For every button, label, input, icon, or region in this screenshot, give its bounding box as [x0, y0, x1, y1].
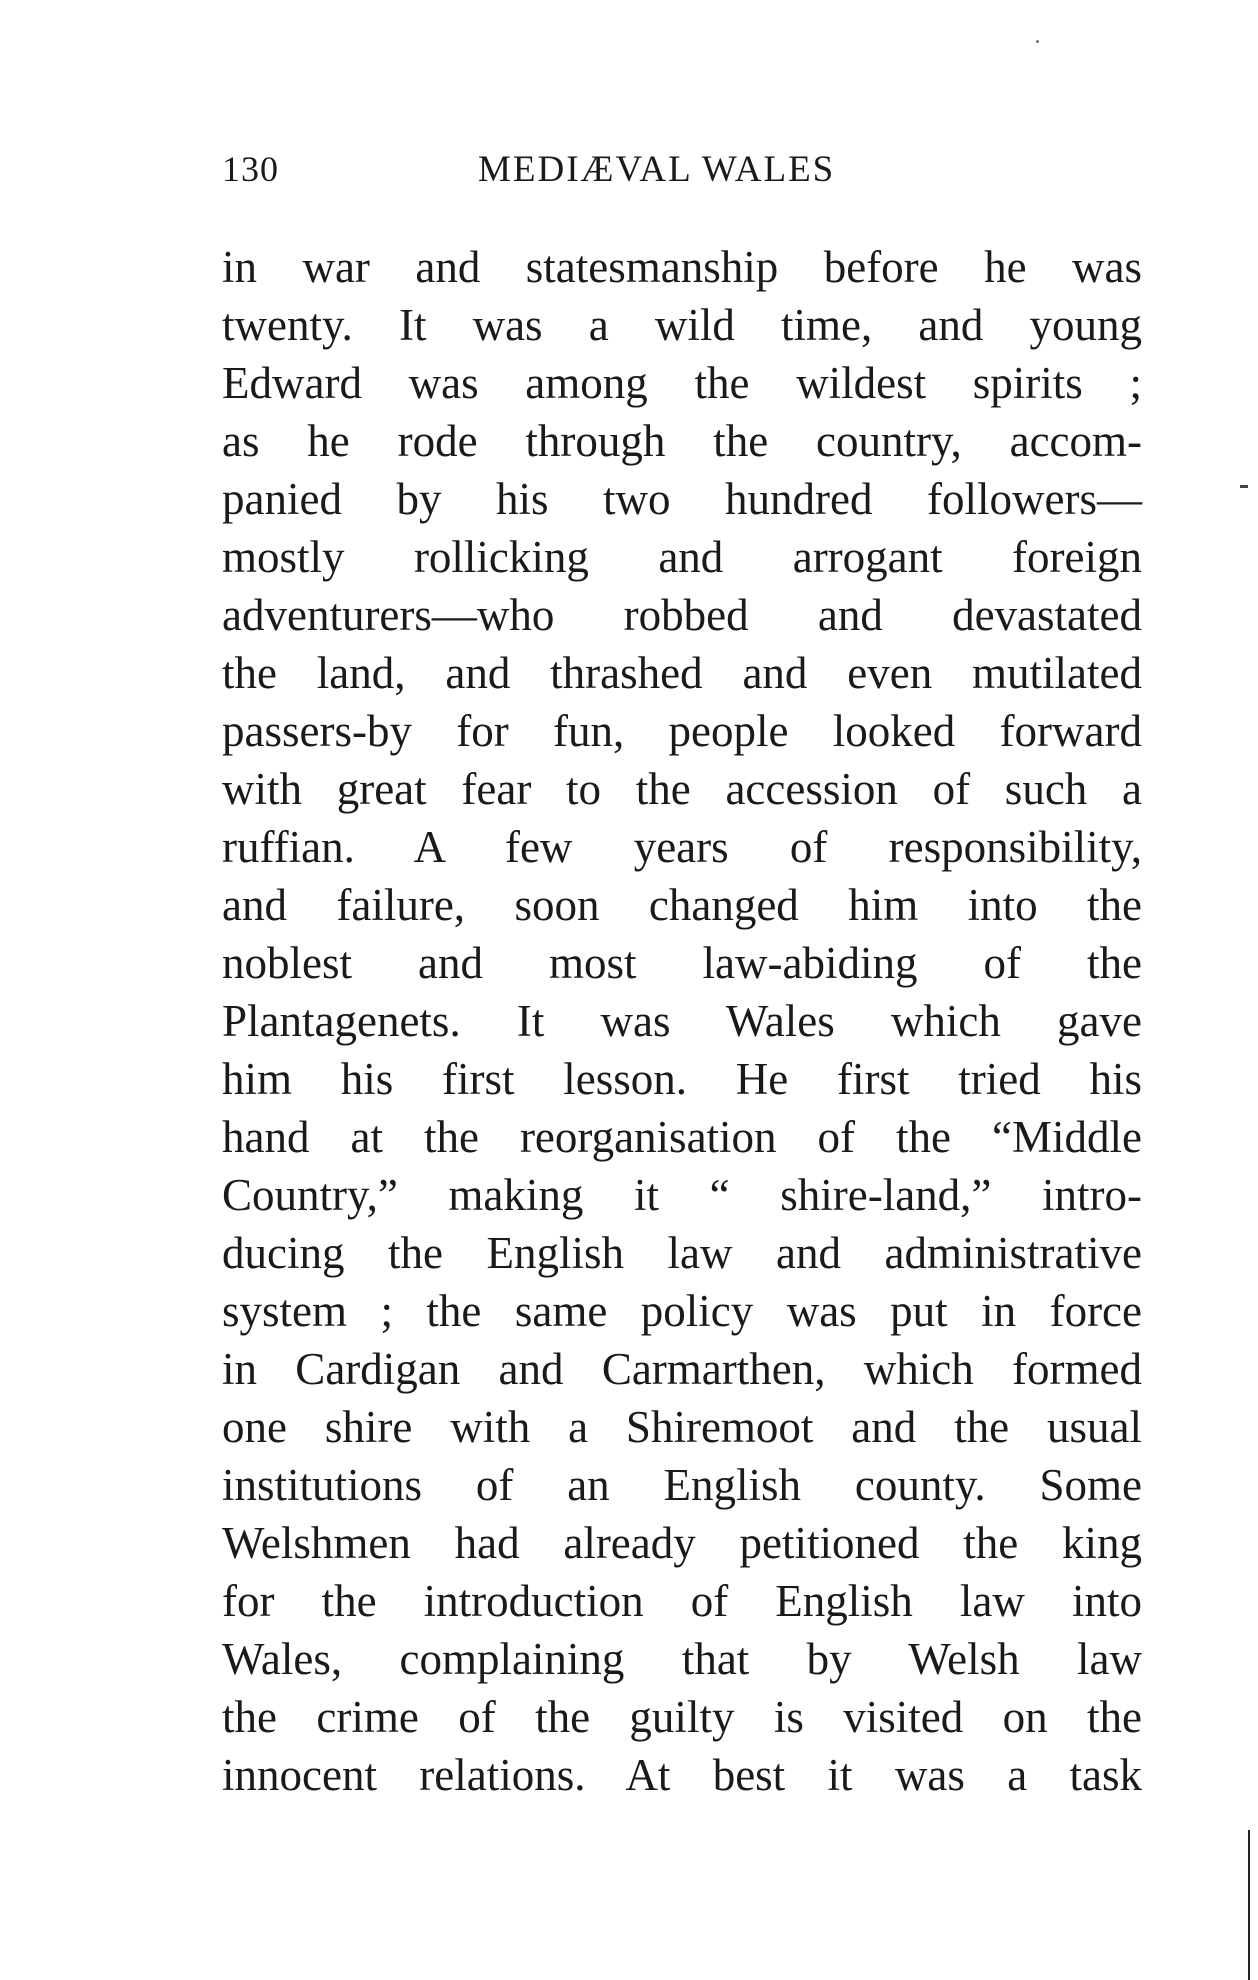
text-line: adventurers—who robbed and devastated: [222, 590, 1142, 640]
text-line: Edward was among the wildest spirits ;: [222, 358, 1142, 408]
text-line: noblest and most law-abiding of the: [222, 938, 1142, 988]
text-line: in war and statesmanship before he was: [222, 242, 1142, 292]
text-line: one shire with a Shiremoot and the usual: [222, 1402, 1142, 1452]
text-line: for the introduction of English law into: [222, 1576, 1142, 1626]
scan-speck: [1036, 40, 1039, 43]
page-number: 130: [222, 149, 279, 189]
text-line: and failure, soon changed him into the: [222, 880, 1142, 930]
text-line: hand at the reorganisation of the “Middle: [222, 1112, 1142, 1162]
body-text: [222, 238, 1142, 1804]
text-line: ruffian. A few years of responsibility,: [222, 822, 1142, 872]
running-title: MEDIÆVAL WALES: [478, 149, 836, 190]
text-line: him his first lesson. He first tried his: [222, 1054, 1142, 1104]
running-head: [222, 148, 1142, 198]
text-line: Country,” making it “ shire-land,” intro-: [222, 1170, 1142, 1220]
text-line: institutions of an English county. Some: [222, 1460, 1142, 1510]
text-line: Plantagenets. It was Wales which gave: [222, 996, 1142, 1046]
text-line: innocent relations. At best it was a task: [222, 1750, 1142, 1800]
page-edge-line: [1248, 1830, 1250, 1980]
margin-mark: [1240, 485, 1248, 488]
text-line: in Cardigan and Carmarthen, which formed: [222, 1344, 1142, 1394]
text-line: the crime of the guilty is visited on the: [222, 1692, 1142, 1742]
text-line: Wales, complaining that by Welsh law: [222, 1634, 1142, 1684]
text-line: passers-by for fun, people looked forward: [222, 706, 1142, 756]
text-line: system ; the same policy was put in force: [222, 1286, 1142, 1336]
text-line: panied by his two hundred followers—: [222, 474, 1142, 524]
text-line: Welshmen had already petitioned the king: [222, 1518, 1142, 1568]
text-line: ducing the English law and administrative: [222, 1228, 1142, 1278]
text-line: the land, and thrashed and even mutilated: [222, 648, 1142, 698]
text-line: as he rode through the country, accom-: [222, 416, 1142, 466]
text-line: twenty. It was a wild time, and young: [222, 300, 1142, 350]
text-line: mostly rollicking and arrogant foreign: [222, 532, 1142, 582]
text-line: with great fear to the accession of such a: [222, 764, 1142, 814]
